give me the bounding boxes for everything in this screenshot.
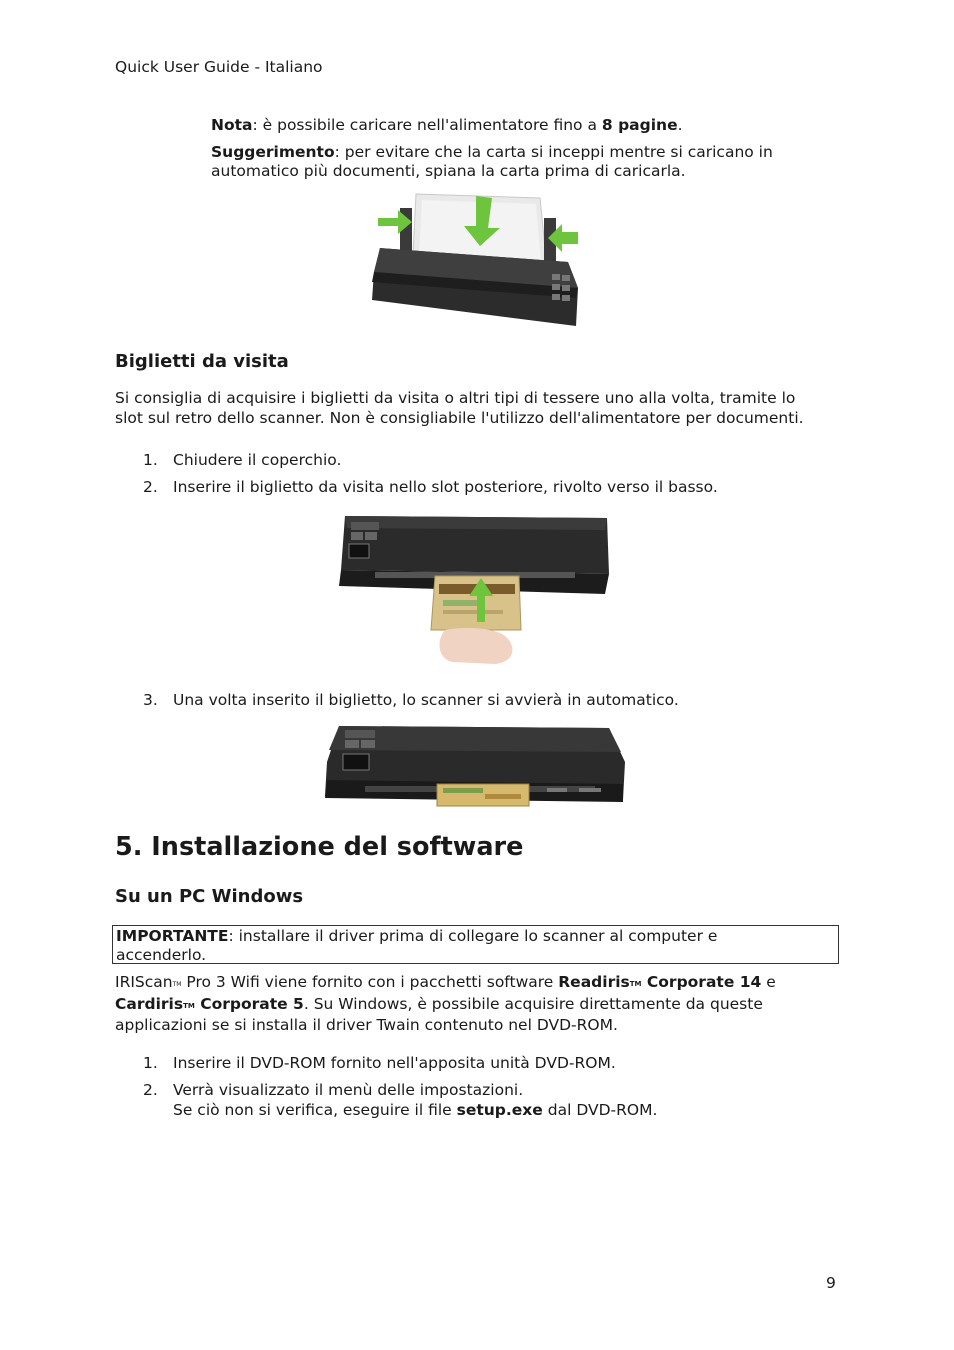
nota-text: : è possibile caricare nell'alimentatore fino a bbox=[252, 116, 602, 134]
card-insert-illustration bbox=[335, 512, 611, 666]
card-scanning-illustration bbox=[325, 722, 625, 808]
list-number: 1. bbox=[143, 451, 158, 469]
para-1b: Pro 3 Wifi viene fornito con i pacchetti software bbox=[181, 973, 559, 991]
setup-file: setup.exe bbox=[456, 1100, 543, 1119]
list-text: Verrà visualizzato il menù delle impostazioni. bbox=[173, 1081, 524, 1099]
iriscan-name: IRIScan bbox=[115, 973, 173, 991]
para-1c: e bbox=[761, 973, 776, 991]
list-text: Una volta inserito il biglietto, lo scanner si avvierà in automatico. bbox=[173, 691, 679, 709]
list-text: Inserire il biglietto da visita nello slot posteriore, rivolto verso il basso. bbox=[173, 478, 718, 496]
page-number: 9 bbox=[826, 1274, 836, 1292]
important-notice-box bbox=[112, 925, 839, 964]
business-cards-intro bbox=[115, 389, 845, 428]
list-text-line-2 bbox=[173, 1101, 853, 1121]
corporate-5: Corporate 5 bbox=[194, 994, 304, 1013]
software-paragraph bbox=[115, 973, 845, 1036]
readiris-name: Readiris bbox=[558, 973, 630, 991]
software-section-heading: 5. Installazione del software bbox=[115, 832, 524, 862]
para-3: applicazioni se si installa il driver Twain contenuto nel DVD-ROM. bbox=[115, 1016, 618, 1034]
scanner-feeder-illustration bbox=[372, 188, 582, 330]
nota-label: Nota bbox=[211, 116, 253, 134]
page-header: Quick User Guide - Italiano bbox=[115, 58, 323, 76]
tip-text-2: automatico più documenti, spiana la carta prima di caricarla. bbox=[211, 162, 686, 180]
list-text-block bbox=[173, 1081, 853, 1120]
list-text: Chiudere il coperchio. bbox=[173, 451, 342, 469]
setup-text-b: dal DVD-ROM. bbox=[542, 1100, 658, 1119]
corporate-14: Corporate 14 bbox=[641, 973, 762, 991]
list-number: 2. bbox=[143, 478, 158, 496]
windows-subheading: Su un PC Windows bbox=[115, 886, 304, 907]
trademark-mark: TM bbox=[629, 980, 642, 988]
list-number: 2. bbox=[143, 1081, 158, 1099]
tip-text-1: : per evitare che la carta si inceppi mentre si caricano in bbox=[334, 143, 773, 161]
trademark-mark: TM bbox=[183, 1001, 195, 1010]
intro-line-2: slot sul retro dello scanner. Non è consigliabile l'utilizzo dell'alimentatore per documenti. bbox=[115, 408, 804, 427]
nota-bold: 8 pagine bbox=[601, 116, 678, 134]
trademark-mark: TM bbox=[172, 981, 182, 988]
tip-paragraph bbox=[211, 143, 851, 181]
cardiris-name: Cardiris bbox=[115, 994, 184, 1013]
important-label: IMPORTANTE bbox=[116, 927, 229, 945]
nota-end: . bbox=[677, 116, 683, 134]
intro-line-1: Si consiglia di acquisire i biglietti da visita o altri tipi di tessere uno alla volta, tramite lo bbox=[115, 389, 796, 407]
setup-text-a: Se ciò non si verifica, eseguire il file bbox=[173, 1100, 457, 1119]
note-paragraph bbox=[211, 116, 851, 135]
list-text: Inserire il DVD-ROM fornito nell'apposita unità DVD-ROM. bbox=[173, 1054, 616, 1072]
list-number: 1. bbox=[143, 1054, 158, 1072]
tip-label: Suggerimento bbox=[211, 143, 335, 161]
important-text-1: : installare il driver prima di collegare lo scanner al computer e bbox=[228, 927, 718, 945]
important-text-2: accenderlo. bbox=[116, 945, 207, 964]
para-2: . Su Windows, è possibile acquisire direttamente da queste bbox=[303, 994, 763, 1013]
list-number: 3. bbox=[143, 691, 158, 709]
business-cards-heading: Biglietti da visita bbox=[115, 351, 289, 372]
